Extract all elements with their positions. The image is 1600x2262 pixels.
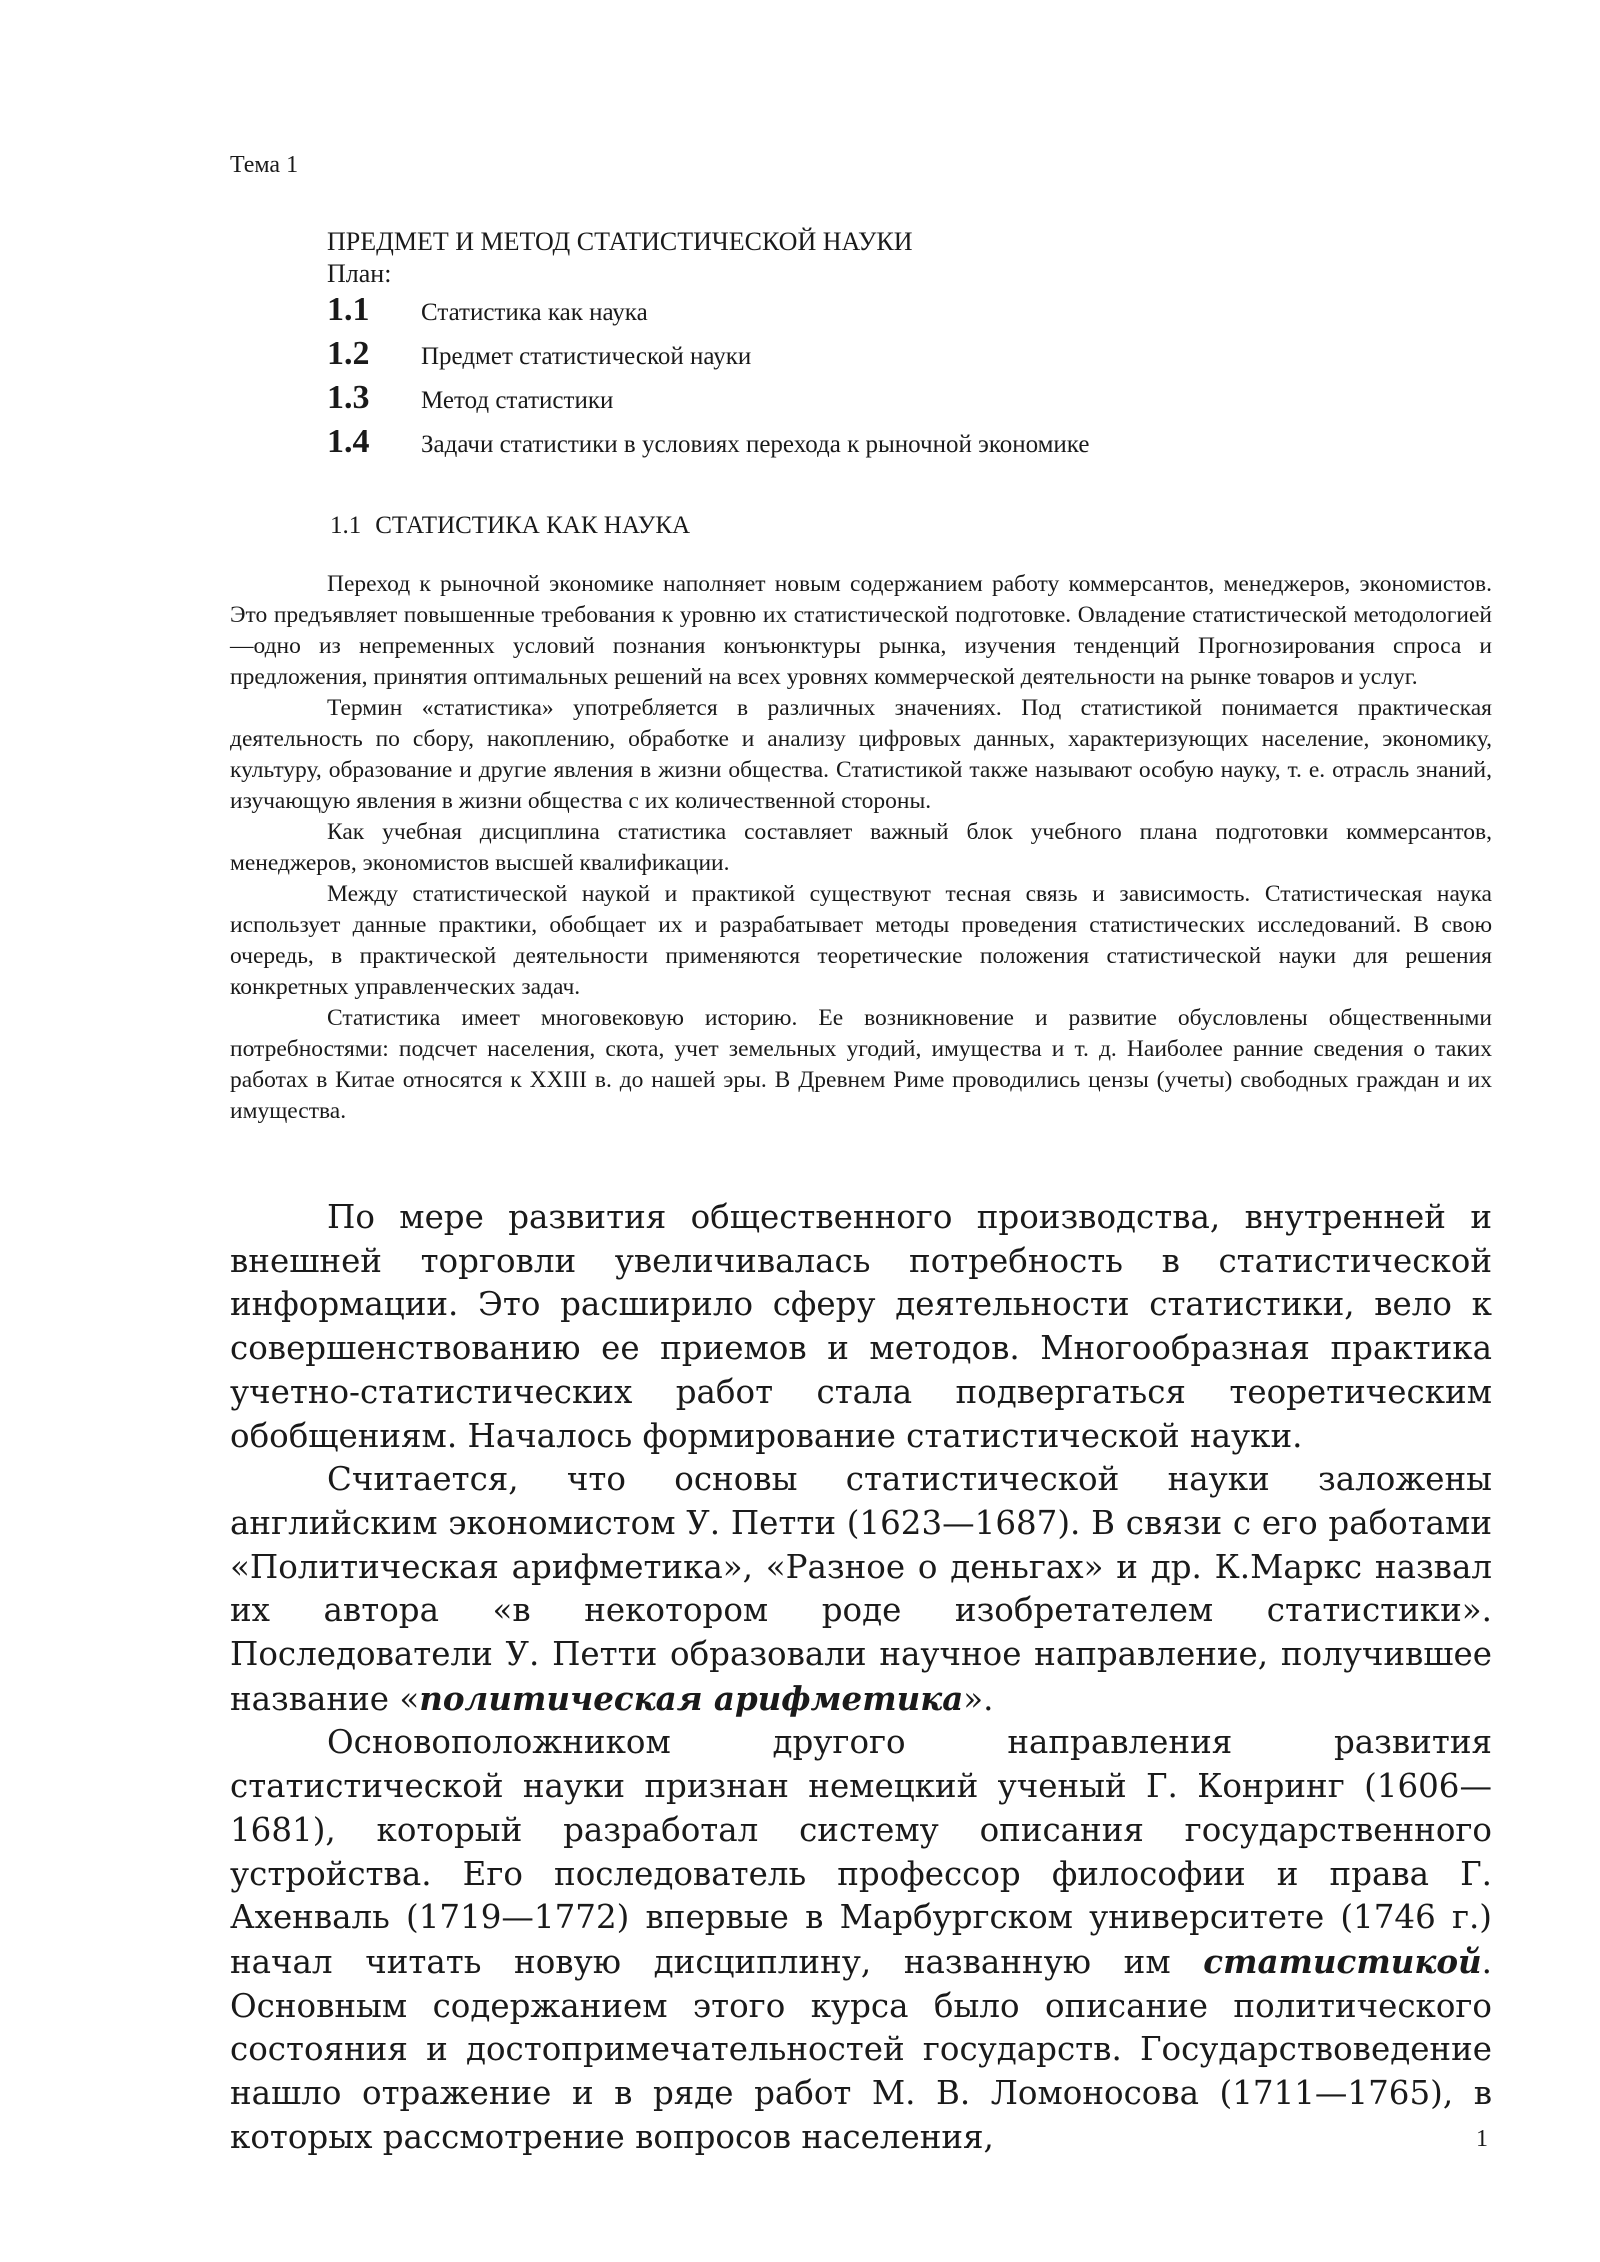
plan-list [327,291,1477,467]
paragraph [230,1458,1492,1721]
history-text-block [230,1196,1492,2159]
plan-item-number: 1.3 [327,379,370,416]
plan-item [327,335,1477,379]
plan-item [327,379,1477,423]
plan-item-text: Метод статистики [421,387,614,414]
paragraph: По мере развития общественного производства, внутренней и внешней торговли увеличивалась потребность в статистической информации. Это расширило сферу деятельности статистики, вело к совершенствованию ее приемов и методов. Многообразная практика учетно-статистических работ стала подвергаться теоретическим обобщениям. Началось формирование статистической науки. [230,1198,1492,1455]
emphasis-term: политическая арифметика [419,1678,964,1718]
emphasis-term: статистикой [1203,1941,1482,1981]
plan-item [327,291,1477,335]
plan-label: План: [327,259,392,288]
section-heading [330,512,690,540]
page-number: 1 [1476,2126,1488,2152]
section-number: 1.1 [330,512,362,539]
plan-item-number: 1.1 [327,291,370,328]
plan-item-text: Задачи статистики в условиях перехода к рыночной экономике [421,431,1090,458]
plan-item-text: Статистика как наука [421,299,648,326]
intro-text-block [230,569,1492,1127]
paragraph: Термин «статистика» употребляется в различных значениях. Под статистикой понимается практическая деятельность по сбору, накоплению, обработке и анализу цифровых данных, характеризующих население, экономику, культуру, образование и другие явления в жизни общества. Статистикой также называют особую науку, т. е. отрасль знаний, изучающую явления в жизни общества с их количественной стороны. [230,695,1492,814]
paragraph-text: Основоположником другого направления развития статистической науки признан немецкий ученый Г. Конринг (1606—1681), который разработал систему описания государственного устройства. Его последователь профессор философии и права Г. Ахенваль (1719—1772) впервые в Марбургском университете (1746 г.) начал читать новую дисциплину, названную им [230,1723,1492,1981]
plan-item [327,423,1477,467]
topic-label: Тема 1 [230,152,299,178]
plan-item-text: Предмет статистической науки [421,343,752,370]
plan-item-number: 1.2 [327,335,370,372]
paragraph-text: . Основным содержанием этого курса было описание политического состояния и достопримечательностей государств. Государствоведение нашло отражение и в ряде работ М. В. Ломоносова (1711—1765), в которых рассмотрение вопросов населения, [230,1942,1492,2156]
paragraph-text: Считается, что основы статистической науки заложены английским экономистом У. Петти (1623—1687). В связи с его работами «Политическая арифметика», «Разное о деньгах» и др. К.Маркс назвал их автора «в некотором роде изобретателем статистики». Последователи У. Петти образовали научное направление, получившее название « [230,1460,1492,1718]
paragraph: Между статистической наукой и практикой существуют тесная связь и зависимость. Статистическая наука использует данные практики, обобщает их и разрабатывает методы проведения статистических исследований. В свою очередь, в практической деятельности применяются теоретические положения статистической науки для решения конкретных управленческих задач. [230,881,1492,1000]
section-title: СТАТИСТИКА КАК НАУКА [375,512,691,539]
paragraph: Статистика имеет многовековую историю. Ее возникновение и развитие обусловлены общественными потребностями: подсчет населения, скота, учет земельных угодий, имущества и т. д. Наиболее ранние сведения о таких работах в Китае относятся к XXIII в. до нашей эры. В Древнем Риме проводились цензы (учеты) свободных граждан и их имущества. [230,1005,1492,1124]
document-title: ПРЕДМЕТ И МЕТОД СТАТИСТИЧЕСКОЙ НАУКИ [327,227,913,256]
paragraph: Переход к рыночной экономике наполняет новым содержанием работу коммерсантов, менеджеров, экономистов. Это предъявляет повышенные требования к уровню их статистической подготовке. Овладение статистической методологией—одно из непременных условий познания конъюнктуры рынка, изучения тенденций Прогнозирования спроса и предложения, принятия оптимальных решений на всех уровнях коммерческой деятельности на рынке товаров и услуг. [230,571,1492,690]
paragraph: Как учебная дисциплина статистика составляет важный блок учебного плана подготовки коммерсантов, менеджеров, экономистов высшей квалификации. [230,819,1492,876]
paragraph [230,1721,1492,2159]
title-block [327,226,913,290]
paragraph-text: ». [963,1679,994,1718]
plan-item-number: 1.4 [327,423,370,460]
